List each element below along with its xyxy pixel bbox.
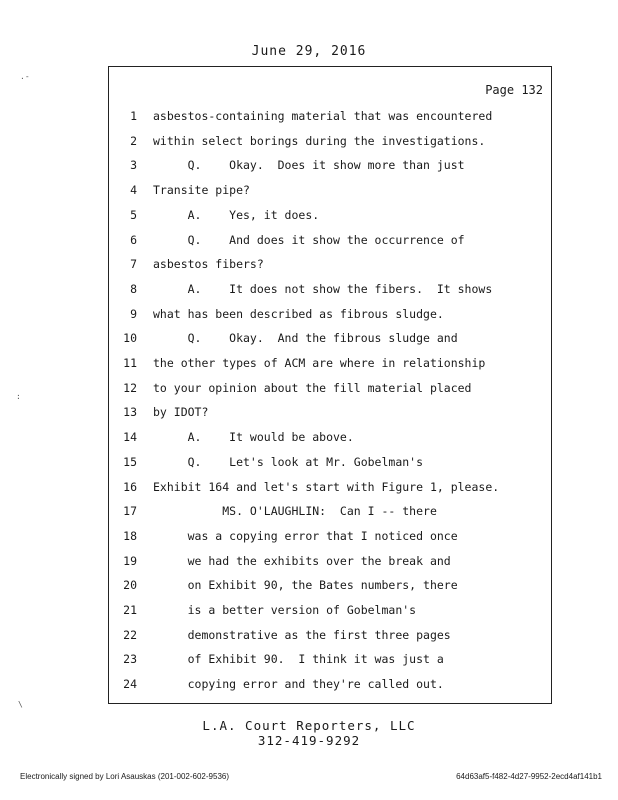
line-number: 20 [123,578,137,593]
transcript-line [109,109,553,127]
transcript-line [109,405,553,423]
line-text: Q. Let's look at Mr. Gobelman's [153,454,424,469]
transcript-line [109,603,553,621]
line-text: asbestos fibers? [153,257,264,272]
transcript-line [109,282,553,300]
transcript-line [109,578,553,596]
transcript-line [109,480,553,498]
line-text: A. Yes, it does. [153,207,320,222]
line-text: within select borings during the investigations. [153,133,486,148]
document-hash: 64d63af5-f482-4d27-9952-2ecd4af141b1 [456,772,602,781]
line-number: 2 [130,133,137,148]
transcript-line [109,307,553,325]
line-text: was a copying error that I noticed once [153,528,458,543]
margin-mark: : [16,392,21,401]
line-text: we had the exhibits over the break and [153,553,451,568]
line-number: 1 [130,109,137,123]
electronic-signature: Electronically signed by Lori Asauskas (201-002-602-9536) [20,772,230,781]
transcript-line [109,628,553,646]
line-number: 12 [123,380,137,395]
transcript-line [109,430,553,448]
court-reporter-phone: 312-419-9292 [257,733,361,748]
transcript-line [109,504,553,522]
transcript-line [109,455,553,473]
line-text: what has been described as fibrous sludge. [153,306,444,321]
line-number: 24 [123,677,137,692]
line-text: asbestos-containing material that was encountered [153,109,493,123]
line-number: 16 [123,479,137,494]
line-text: by IDOT? [153,405,209,420]
line-number: 7 [130,257,137,272]
line-number: 17 [123,504,137,519]
line-text: the other types of ACM are where in relationship [153,356,486,370]
line-number: 6 [130,232,137,247]
transcript-line [109,257,553,275]
margin-mark: .- [20,72,30,81]
line-number: 10 [123,331,137,346]
line-text: Q. Okay. And the fibrous sludge and [153,331,458,346]
transcript-line [109,381,553,399]
line-text: MS. O'LAUGHLIN: Can I -- there [153,504,437,519]
line-text: A. It does not show the fibers. It shows [153,281,493,296]
line-text: of Exhibit 90. I think it was just a [153,652,444,667]
line-text: Exhibit 164 and let's start with Figure 1, please. [153,479,500,494]
line-number: 18 [123,528,137,543]
line-number: 8 [130,281,137,296]
line-text: demonstrative as the first three pages [153,627,451,642]
transcript-line [109,233,553,251]
page-number: Page 132 [485,83,543,97]
transcript-line [109,356,553,374]
line-number: 14 [123,430,137,445]
margin-mark: \ [18,700,23,709]
line-text: on Exhibit 90, the Bates numbers, there [153,578,458,593]
line-text: Q. And does it show the occurrence of [153,232,465,247]
transcript-line [109,554,553,572]
transcript-line [109,652,553,670]
transcript-line [109,677,553,695]
line-text: A. It would be above. [153,430,354,445]
line-text: Q. Okay. Does it show more than just [153,158,465,173]
line-number: 3 [130,158,137,173]
line-number: 5 [130,207,137,222]
line-number: 19 [123,553,137,568]
line-number: 22 [123,627,137,642]
line-number: 9 [130,306,137,321]
line-text: Transite pipe? [153,183,250,198]
deposition-date: June 29, 2016 [251,44,367,59]
line-number: 21 [123,603,137,617]
transcript-line [109,183,553,201]
court-reporter-name: L.A. Court Reporters, LLC [202,718,416,733]
line-text: copying error and they're called out. [153,677,444,692]
transcript-line [109,331,553,349]
transcript-line [109,529,553,547]
line-number: 4 [130,183,137,198]
transcript-line [109,134,553,152]
line-number: 15 [123,454,137,469]
line-number: 23 [123,652,137,667]
line-text: to your opinion about the fill material placed [153,380,472,395]
transcript-line [109,158,553,176]
line-number: 13 [123,405,137,420]
line-text: is a better version of Gobelman's [153,603,417,617]
transcript-line [109,208,553,226]
transcript-page [108,66,552,704]
line-number: 11 [123,356,137,370]
